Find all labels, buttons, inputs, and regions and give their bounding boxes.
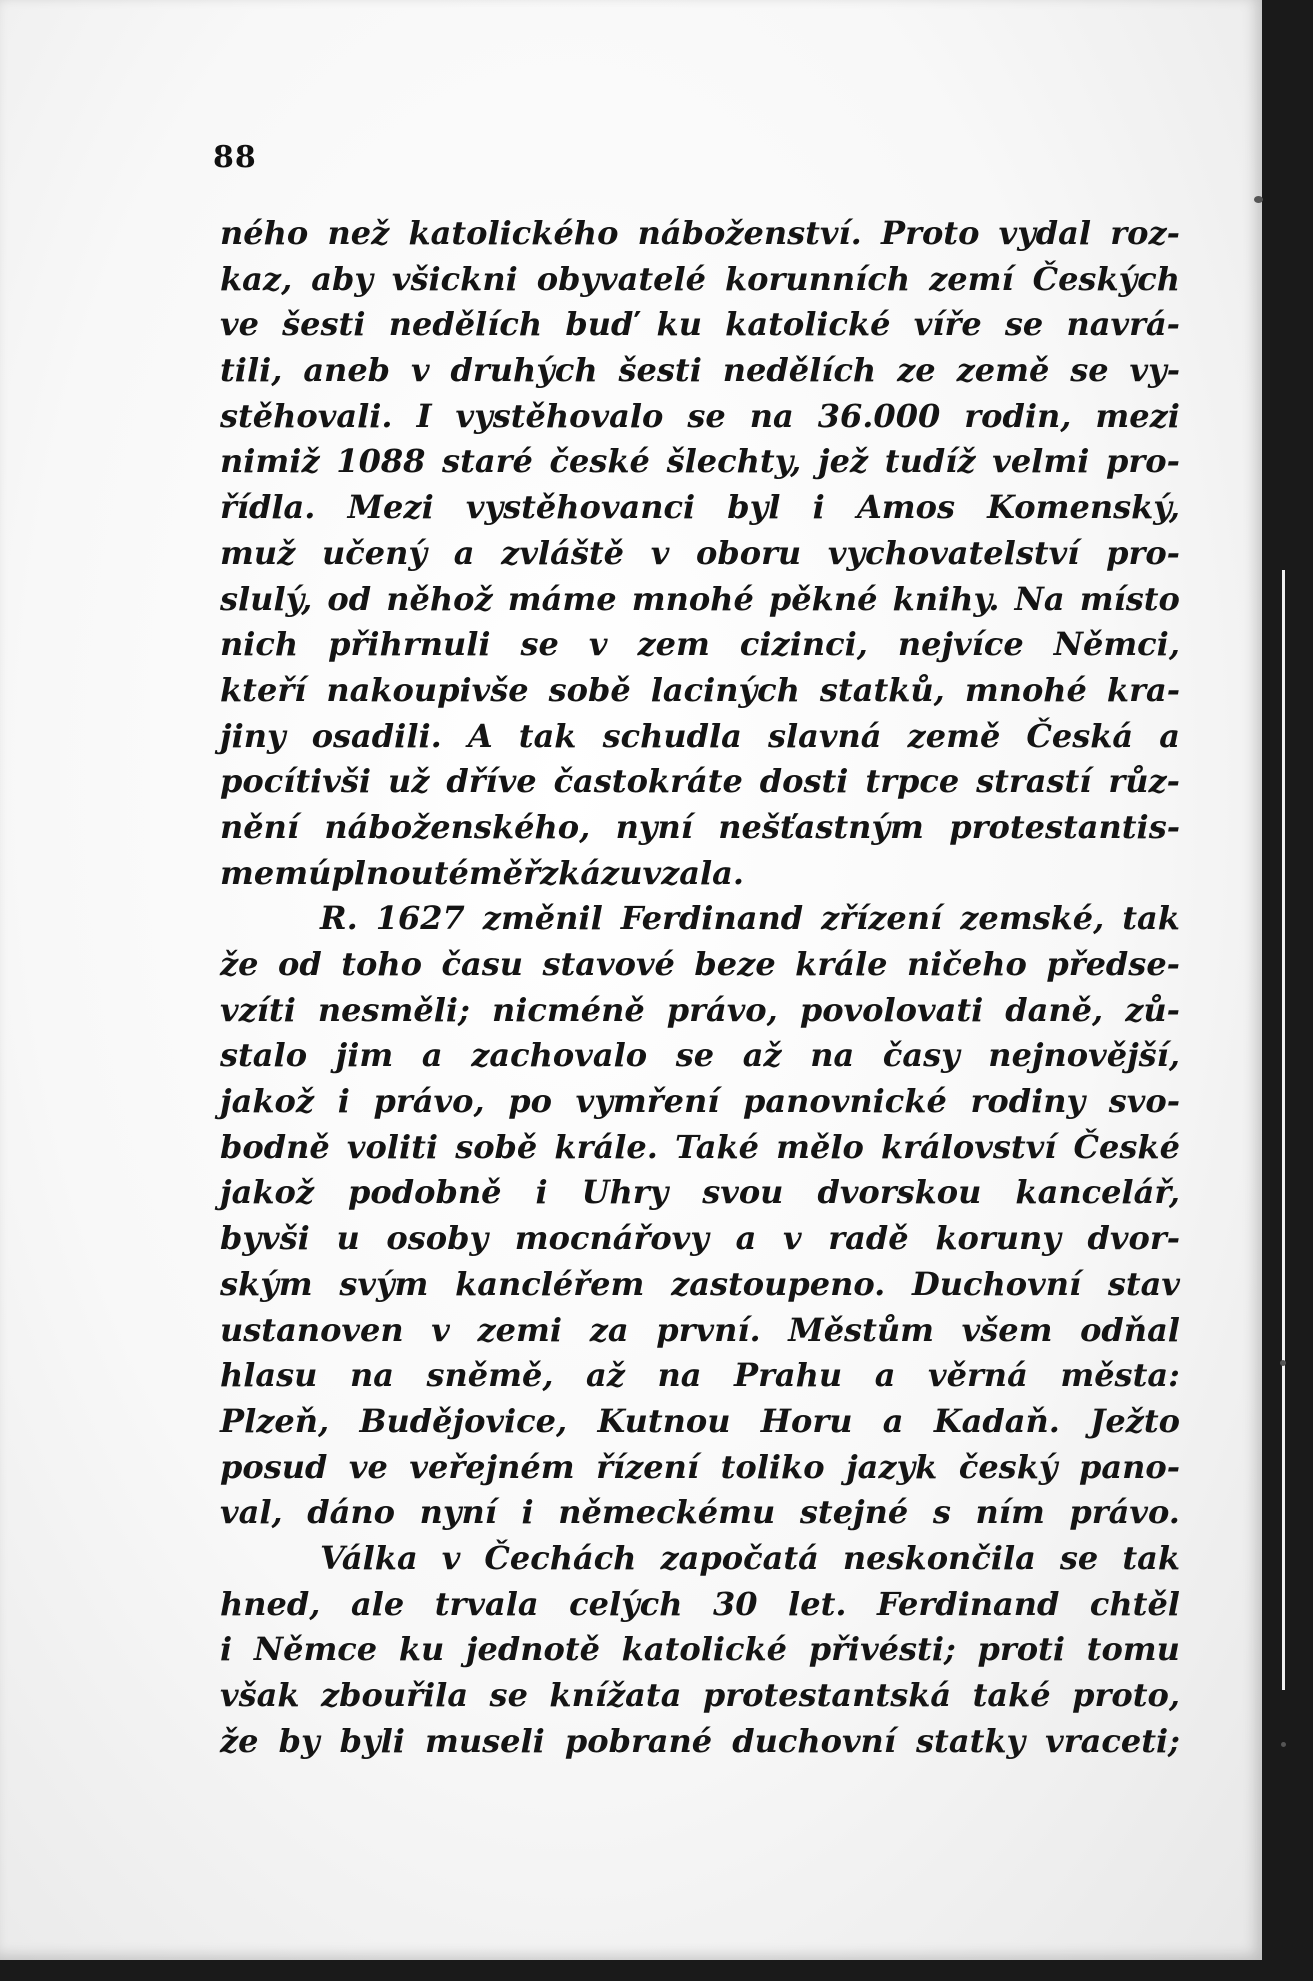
text-line: slulý, od něhož máme mnohé pěkné knihy. Na místo xyxy=(220,579,1180,618)
text-line: R. 1627 změnil Ferdinand zřízení zemské, tak xyxy=(320,899,1180,938)
text-line: ským svým kancléřem zastoupeno. Duchovní stav xyxy=(220,1264,1180,1303)
text-line: muž učený a zvláště v oboru vychovatelství pro- xyxy=(220,533,1180,572)
text-line: že od toho času stavové beze krále ničeho předse- xyxy=(220,945,1180,983)
text-line: tili, aneb v druhých šesti nedělích ze země se vy- xyxy=(220,351,1180,390)
text-line: byvši u osoby mocnářovy a v radě koruny dvor- xyxy=(220,1219,1180,1258)
ink-speck xyxy=(1281,1742,1286,1747)
binding-edge xyxy=(1282,570,1285,1690)
text-line: jakož podobně i Uhry svou dvorskou kancelář, xyxy=(220,1173,1180,1212)
text-line: jiny osadili. A tak schudla slavná země Česká a xyxy=(220,716,1180,755)
text-line: že by byli museli pobrané duchovní statky vraceti; xyxy=(220,1721,1180,1760)
text-line: stěhovali. I vystěhovalo se na 36.000 rodin, mezi xyxy=(220,396,1180,435)
ink-speck xyxy=(1254,196,1263,203)
text-line: ustanoven v zemi za první. Městům všem odňal xyxy=(220,1310,1180,1349)
text-line: vzíti nesměli; nicméně právo, povolovati daně, zů- xyxy=(220,990,1180,1029)
text-line: pocítivši už dříve častokráte dosti trpce strastí růz- xyxy=(220,762,1180,801)
ink-speck xyxy=(1280,1360,1286,1366)
text-line: však zbouřila se knížata protestantská také proto, xyxy=(220,1676,1180,1714)
text-line: stalo jim a zachovalo se až na časy nejnovější, xyxy=(220,1036,1180,1075)
text-line: val, dáno nyní i německému stejné s ním právo. xyxy=(220,1493,1180,1532)
text-line: Válka v Čechách započatá neskončila se tak xyxy=(320,1538,1180,1577)
text-line: bodně voliti sobě krále. Také mělo království České xyxy=(220,1127,1180,1166)
text-line: hlasu na sněmě, až na Prahu a věrná města: xyxy=(220,1356,1180,1395)
text-line: řídla. Mezi vystěhovanci byl i Amos Komenský, xyxy=(220,488,1180,527)
text-line: nění náboženského, nyní nešťastným protestantis- xyxy=(220,807,1180,846)
text-line: nimiž 1088 staré české šlechty, jež tudíž velmi pro- xyxy=(220,442,1180,481)
page-number: 88 xyxy=(213,140,257,175)
text-line: ve šesti nedělích buď ku katolické víře se navrá- xyxy=(220,305,1180,344)
text-line: kteří nakoupivše sobě laciných statků, mnohé kra- xyxy=(220,670,1180,709)
text-line: hned, ale trvala celých 30 let. Ferdinand chtěl xyxy=(220,1584,1180,1623)
text-line: i Němce ku jednotě katolické přivésti; proti tomu xyxy=(220,1630,1180,1669)
text-line: nich přihrnuli se v zem cizinci, nejvíce Němci, xyxy=(220,625,1180,664)
text-line: mem úplnou téměř zkázu vzala. xyxy=(220,853,745,892)
text-line: ného než katolického náboženství. Proto vydal roz- xyxy=(220,214,1180,252)
text-line: jakož i právo, po vymření panovnické rodiny svo- xyxy=(220,1082,1180,1121)
text-line: posud ve veřejném řízení toliko jazyk český pano- xyxy=(220,1447,1180,1486)
text-line: kaz, aby všickni obyvatelé korunních zemí Českých xyxy=(220,259,1180,298)
body-text xyxy=(220,214,1180,1767)
text-line: Plzeň, Budějovice, Kutnou Horu a Kadaň. Ježto xyxy=(220,1401,1180,1440)
